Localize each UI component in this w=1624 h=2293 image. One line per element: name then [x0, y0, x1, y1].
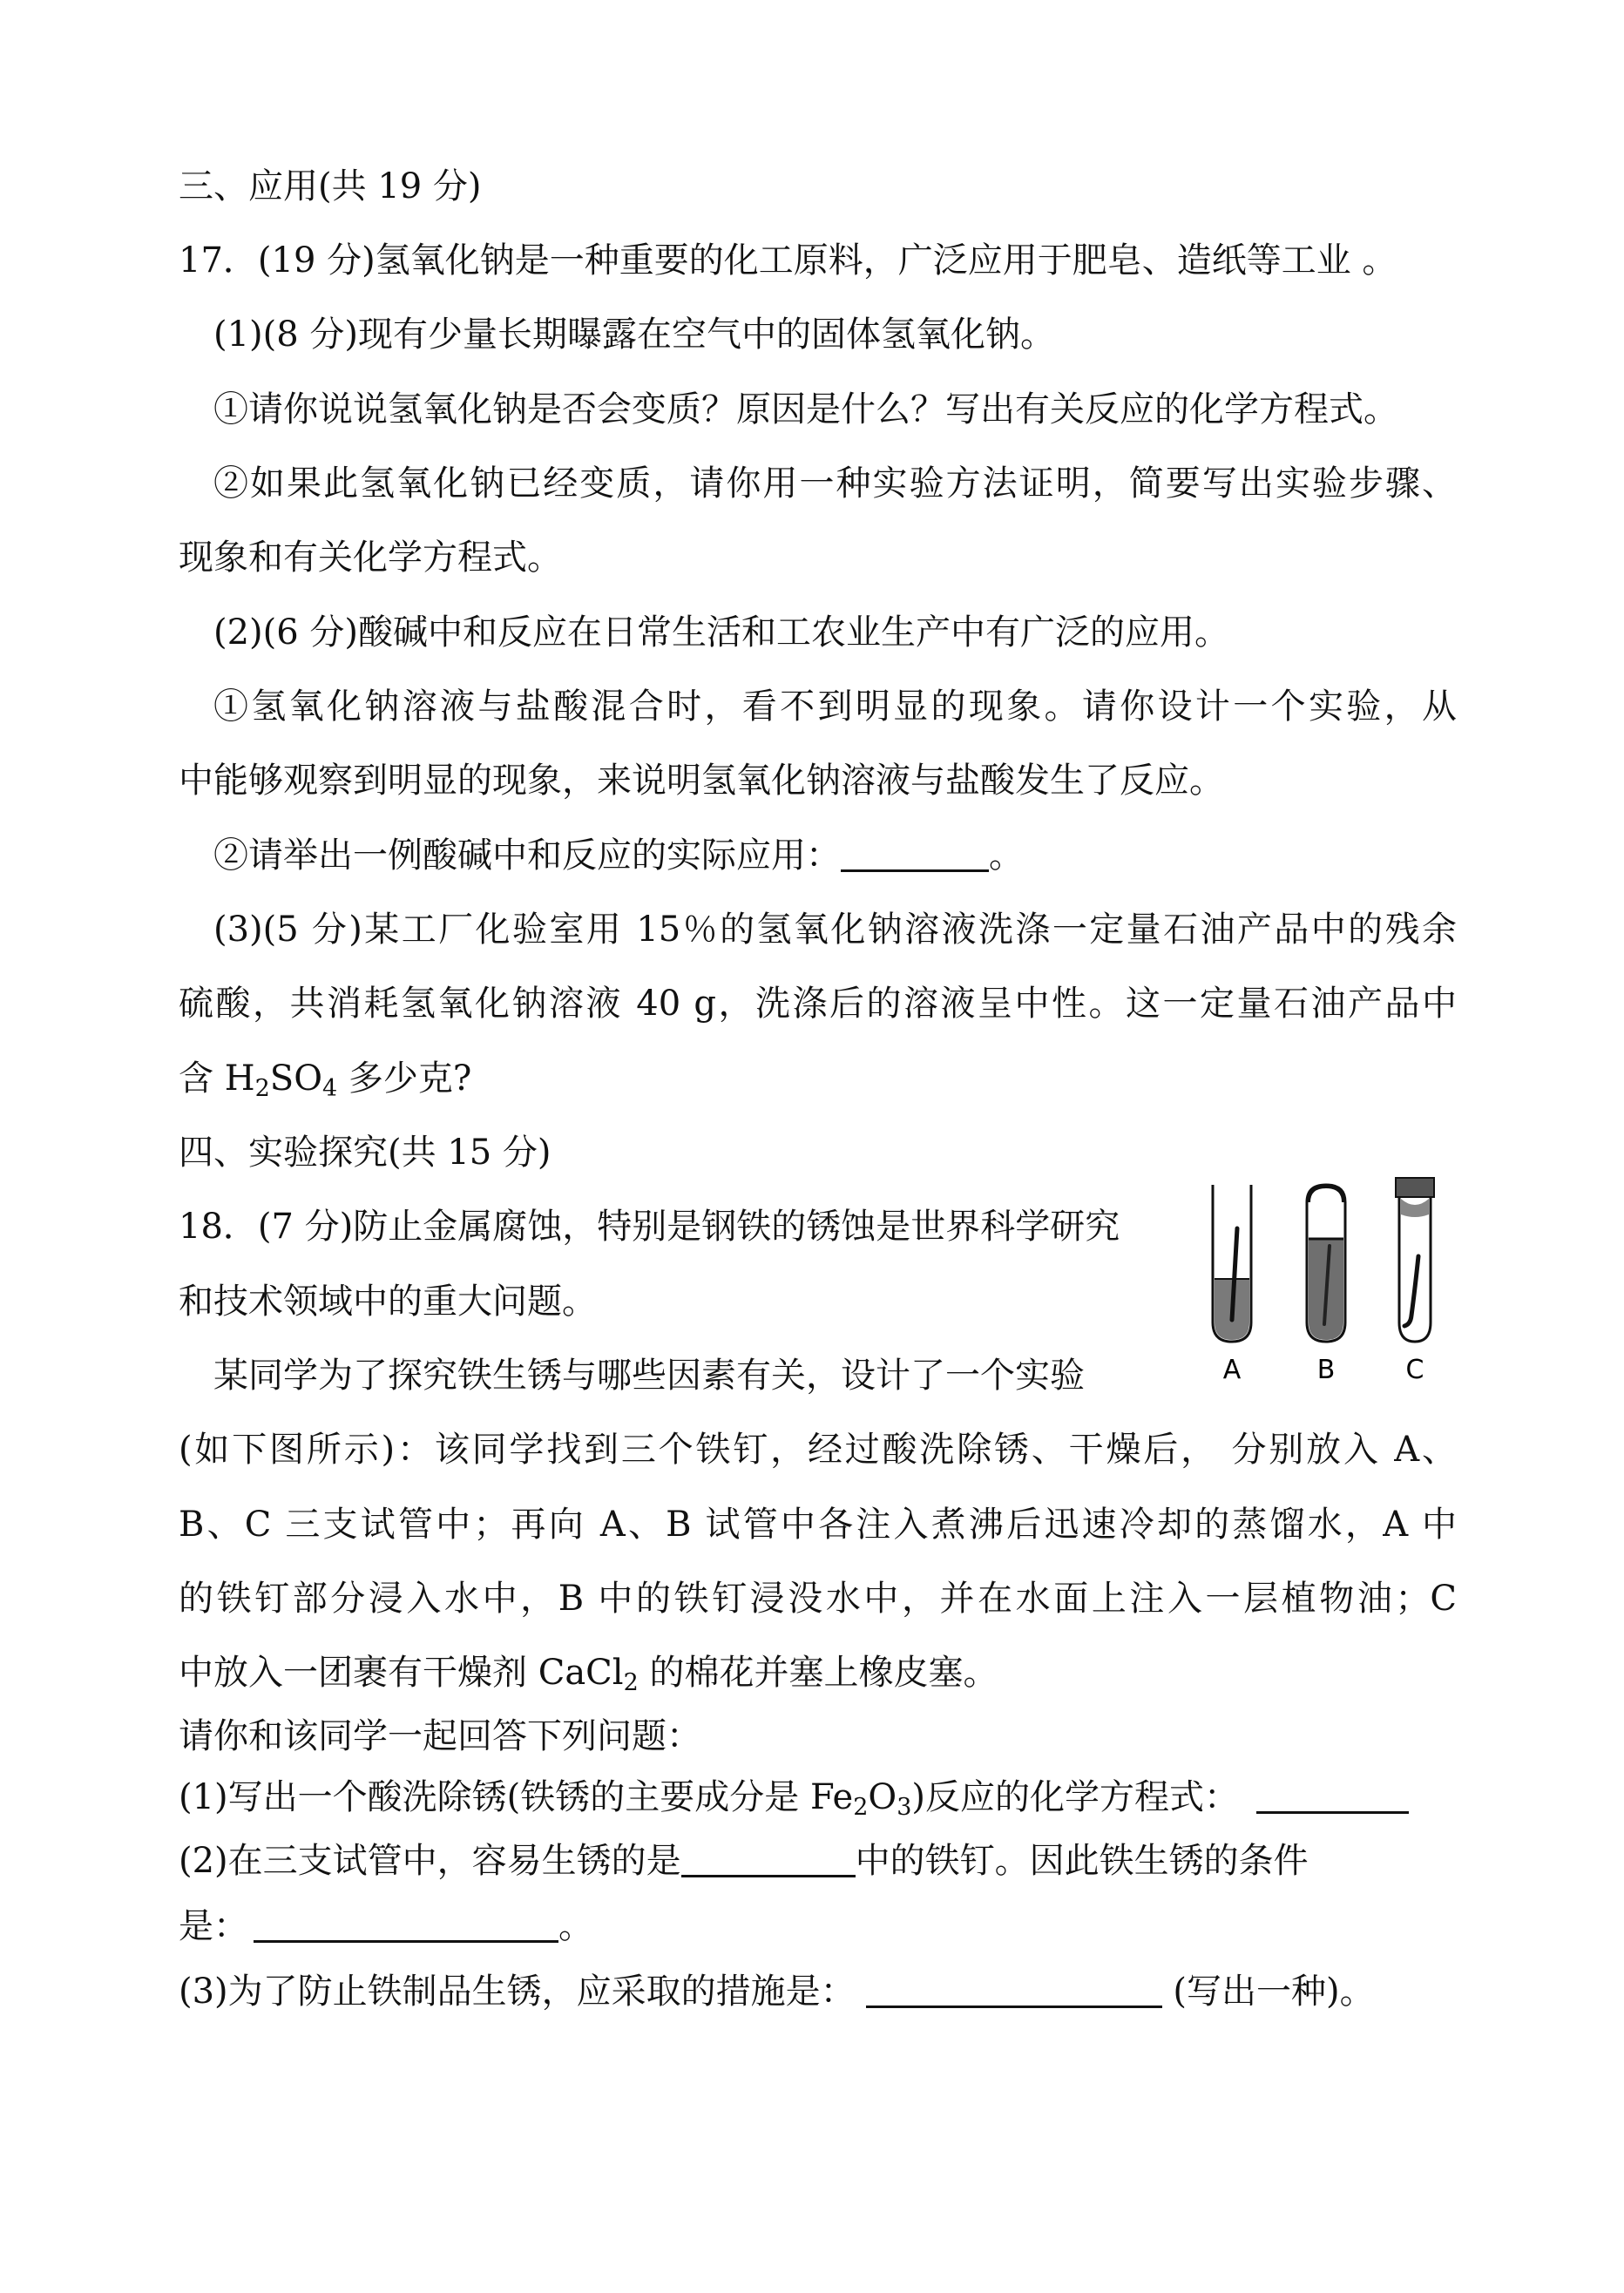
test-tubes-figure	[1194, 1176, 1455, 1385]
question-18-sub2-line2: 是： 。	[179, 1906, 593, 1946]
question-17-part2-intro: (2)(6 分)酸碱中和反应在日常生活和工农业生产中有广泛的应用。	[213, 612, 1230, 653]
question-17-part1-b-line1: ②如果此氢氧化钠已经变质，请你用一种实验方法证明，简要写出实验步骤、	[213, 463, 1457, 504]
question-18-desc-line5: 中放入一团裹有干燥剂 CaCl$_2$ 的棉花并塞上橡皮塞。	[179, 1653, 998, 1696]
section-heading-4: 四、实验探究(共 15 分)	[179, 1133, 551, 1173]
question-18-stem-line1: 18．(7 分)防止金属腐蚀，特别是钢铁的锈蚀是世界科学研究	[179, 1207, 1120, 1247]
answer-blank[interactable]	[866, 1972, 1162, 2008]
question-17-part1-b-line2: 现象和有关化学方程式。	[179, 538, 562, 578]
answer-blank[interactable]	[1256, 1778, 1409, 1814]
test-tube-b	[1307, 1185, 1345, 1342]
question-17-part2-a-line2: 中能够观察到明显的现象，来说明氢氧化钠溶液与盐酸发生了反应。	[179, 761, 1224, 801]
question-17-part1-intro: (1)(8 分)现有少量长期曝露在空气中的固体氢氧化钠。	[213, 315, 1056, 355]
figure-label-a: A	[1222, 1355, 1242, 1385]
question-17-part3-line1: (3)(5 分)某工厂化验室用 15％的氢氧化钠溶液洗涤一定量石油产品中的残余	[213, 910, 1457, 950]
question-17-part2-b: ②请举出一例酸碱中和反应的实际应用： 。	[213, 835, 1024, 876]
question-17-stem: 17．(19 分)氢氧化钠是一种重要的化工原料，广泛应用于肥皂、造纸等工业 。	[179, 240, 1397, 281]
question-17-part2-a-line1: ①氢氧化钠溶液与盐酸混合时，看不到明显的现象。请你设计一个实验，从	[213, 687, 1457, 727]
question-18-prompt: 请你和该同学一起回答下列问题：	[179, 1716, 701, 1756]
question-18-sub3: (3)为了防止铁制品生锈，应采取的措施是： (写出一种)。	[179, 1972, 1375, 2012]
figure-label-b: B	[1316, 1355, 1336, 1385]
question-18-sub2: (2)在三支试管中，容易生锈的是 中的铁钉。因此铁生锈的条件	[179, 1841, 1309, 1881]
question-18-desc-line1: 某同学为了探究铁生锈与哪些因素有关，设计了一个实验	[213, 1356, 1085, 1396]
question-17-part3-line2: 硫酸，共消耗氢氧化钠溶液 40 g，洗涤后的溶液呈中性。这一定量石油产品中	[179, 984, 1457, 1024]
section-heading-3: 三、应用(共 19 分)	[179, 166, 482, 206]
test-tube-c	[1396, 1178, 1434, 1342]
question-17-part2-b-text: ②请举出一例酸碱中和反应的实际应用：	[213, 835, 841, 876]
answer-blank[interactable]	[681, 1842, 856, 1877]
question-18-stem-line2: 和技术领域中的重大问题。	[179, 1282, 597, 1322]
question-17-part3-line3: 含 $H_2SO_4$ 多少克?	[179, 1059, 472, 1102]
question-18-desc-line2: (如下图所示)：该同学找到三个铁钉，经过酸洗除锈、干燥后， 分别放入 A、	[179, 1430, 1457, 1470]
test-tube-a	[1213, 1185, 1251, 1342]
question-17-part1-a: ①请你说说氢氧化钠是否会变质？原因是什么？写出有关反应的化学方程式。	[213, 389, 1398, 430]
question-18-sub1: (1)写出一个酸洗除锈(铁锈的主要成分是 $Fe_2O_3$)反应的化学方程式：	[179, 1773, 1409, 1822]
figure-label-c: C	[1405, 1355, 1424, 1385]
answer-blank[interactable]	[841, 836, 989, 872]
question-18-desc-line3: B、C 三支试管中；再向 A、B 试管中各注入煮沸后迅速冷却的蒸馏水，A 中	[179, 1505, 1457, 1545]
question-18-desc-line4: 的铁钉部分浸入水中，B 中的铁钉浸没水中，并在水面上注入一层植物油；C	[179, 1579, 1457, 1619]
answer-blank[interactable]	[254, 1907, 558, 1943]
